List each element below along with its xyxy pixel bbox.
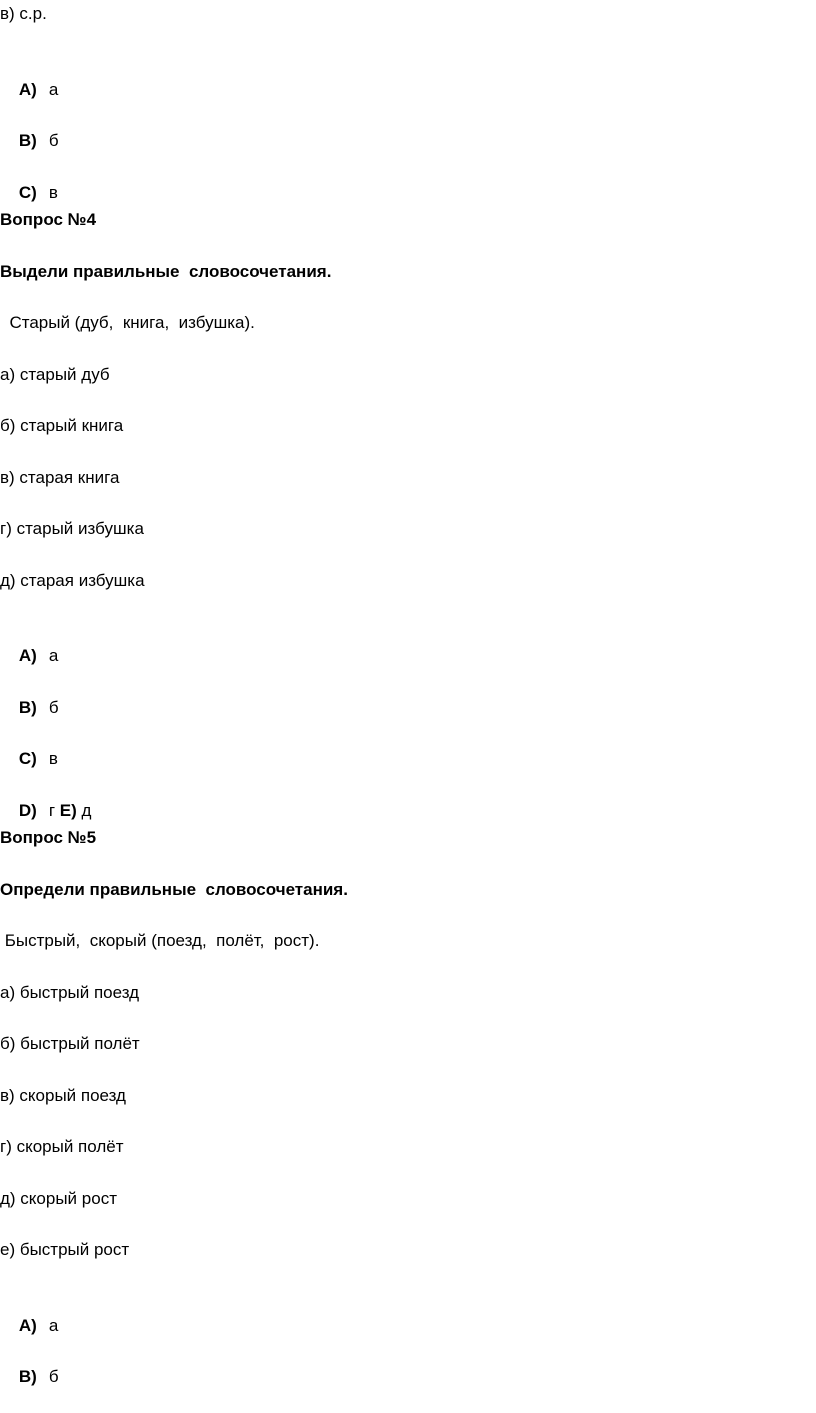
- q5-instruction: Определи правильные словосочетания.: [0, 880, 348, 899]
- q4-answer-a[interactable]: [0, 620, 59, 665]
- answer-text: д: [81, 801, 92, 820]
- q4-option-c: в) старая книга: [0, 468, 120, 487]
- q4-option-d: г) старый избушка: [0, 519, 144, 538]
- q5-option-c: в) скорый поезд: [0, 1086, 126, 1105]
- answer-text: в: [48, 749, 58, 768]
- answer-letter: C): [18, 183, 37, 202]
- q4-heading: Вопрос №4: [0, 210, 97, 229]
- q5-heading: Вопрос №5: [0, 828, 97, 847]
- q4-option-a: а) старый дуб: [0, 365, 110, 384]
- answer-letter: A): [18, 1316, 37, 1335]
- answer-letter: A): [18, 646, 37, 665]
- answer-text: а: [48, 80, 59, 99]
- answer-text: г: [48, 801, 56, 820]
- answer-text: в: [48, 183, 58, 202]
- answer-letter: E): [59, 801, 77, 820]
- q5-option-e: д) скорый рост: [0, 1189, 117, 1208]
- answer-letter: C): [18, 749, 37, 768]
- q5-prompt: Быстрый, скорый (поезд, полёт, рост).: [0, 931, 320, 950]
- q4-prompt: Старый (дуб, книга, избушка).: [0, 313, 255, 332]
- answer-letter: B): [18, 698, 37, 717]
- q4-option-e: д) старая избушка: [0, 571, 145, 590]
- q4-instruction: Выдели правильные словосочетания.: [0, 262, 332, 281]
- answer-text: б: [48, 131, 59, 150]
- answer-text: б: [48, 698, 59, 717]
- q5-option-f: е) быстрый рост: [0, 1240, 130, 1259]
- q4-answer-c[interactable]: [0, 723, 58, 768]
- answer-letter: D): [18, 801, 37, 820]
- q5-answer-b[interactable]: [0, 1341, 59, 1386]
- answer-letter: B): [18, 1367, 37, 1386]
- option-top: в) с.р.: [0, 4, 47, 23]
- q4-answer-d-e[interactable]: [0, 775, 92, 820]
- q4-answer-b[interactable]: [0, 672, 59, 717]
- q5-option-d: г) скорый полёт: [0, 1137, 124, 1156]
- q3-answer-a[interactable]: [0, 54, 59, 99]
- answer-letter: B): [18, 131, 37, 150]
- q5-option-b: б) быстрый полёт: [0, 1034, 140, 1053]
- answer-text: б: [48, 1367, 59, 1386]
- q5-answer-a[interactable]: [0, 1290, 59, 1335]
- answer-text: а: [48, 1316, 59, 1335]
- q3-answer-c[interactable]: [0, 157, 58, 202]
- q4-option-b: б) старый книга: [0, 416, 124, 435]
- q3-answer-b[interactable]: [0, 105, 59, 150]
- answer-text: а: [48, 646, 59, 665]
- answer-letter: A): [18, 80, 37, 99]
- q5-option-a: а) быстрый поезд: [0, 983, 140, 1002]
